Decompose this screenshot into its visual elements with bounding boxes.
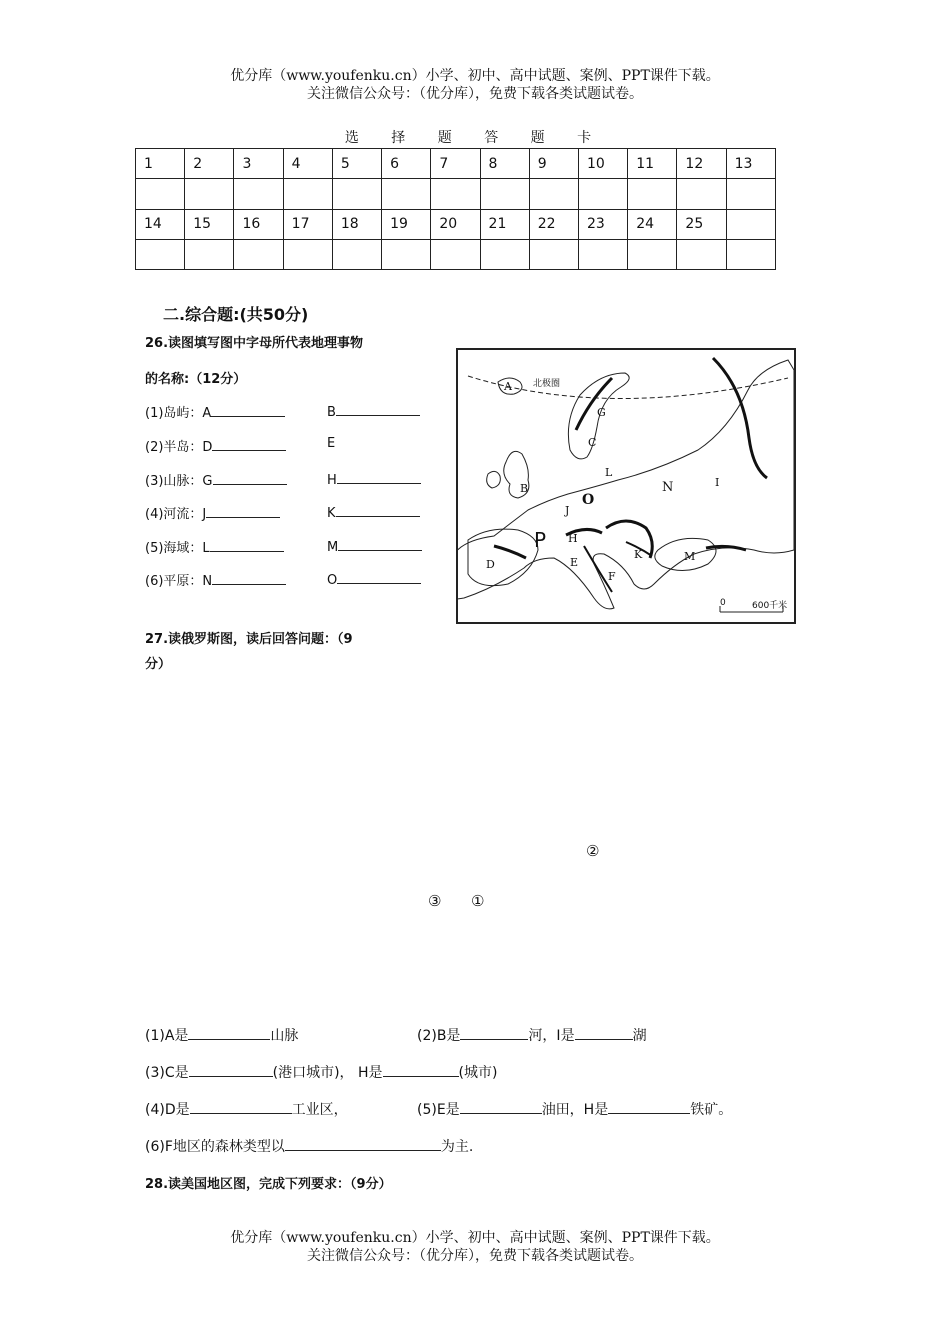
answer-blank[interactable] — [210, 538, 284, 552]
europe-map — [456, 348, 796, 624]
answer-cell[interactable] — [332, 179, 381, 209]
q27-text: 工业区， — [291, 1102, 348, 1118]
q27-text: 油田，H是 — [541, 1102, 609, 1118]
footer-line-2: 关注微信公众号：（优分库），免费下载各类试题试卷。 — [307, 1248, 643, 1264]
answer-number: 22 — [529, 209, 578, 239]
q27-text: 河，I是 — [528, 1028, 575, 1044]
q27-line-3b — [417, 1099, 732, 1119]
q27-text: (城市) — [458, 1065, 498, 1081]
answer-cell[interactable] — [726, 179, 775, 209]
map-label-d: D — [486, 558, 495, 571]
q26-item-1-right — [327, 402, 420, 420]
q27-line-4 — [145, 1136, 473, 1156]
q27-stem-line2: 分） — [145, 657, 172, 672]
q27-text: (6)F地区的森林类型以 — [145, 1139, 285, 1155]
answer-number: 6 — [382, 149, 431, 179]
q26-item-right-label: E — [327, 436, 336, 451]
answer-number: 12 — [677, 149, 726, 179]
q26-item-4-right — [327, 503, 420, 521]
arctic-circle-label: 北极圈 — [533, 379, 561, 389]
q27-line-3 — [145, 1099, 348, 1119]
map-label-o: O — [582, 492, 595, 508]
russia-marker-3: ③ — [428, 892, 442, 910]
answer-card-row-blank-2 — [136, 239, 776, 269]
answer-cell[interactable] — [628, 179, 677, 209]
q26-item-2-right — [327, 436, 335, 451]
answer-blank[interactable] — [212, 571, 286, 585]
answer-number: 15 — [185, 209, 234, 239]
answer-cell[interactable] — [480, 239, 529, 269]
answer-number: 19 — [382, 209, 431, 239]
map-label-g: G — [597, 406, 606, 419]
q26-item-right-label: B — [327, 405, 336, 420]
answer-cell[interactable] — [726, 239, 775, 269]
answer-number: 5 — [332, 149, 381, 179]
map-label-a: A — [504, 380, 512, 393]
answer-number: 25 — [677, 209, 726, 239]
map-label-f: F — [608, 570, 616, 583]
map-label-m: M — [684, 550, 696, 563]
answer-blank[interactable] — [460, 1026, 528, 1040]
answer-cell[interactable] — [185, 179, 234, 209]
answer-number: 7 — [431, 149, 480, 179]
map-label-b: B — [520, 482, 529, 495]
answer-number: 23 — [578, 209, 627, 239]
russia-marker-1: ① — [471, 892, 485, 910]
q26-item-label: (3)山脉：G — [145, 474, 213, 489]
answer-cell[interactable] — [332, 239, 381, 269]
answer-card-title: 选 择 题 答 题 卡 — [344, 130, 606, 146]
q27-text: 铁矿。 — [690, 1102, 733, 1118]
answer-card-table — [135, 148, 776, 270]
q26-item-5-right — [327, 537, 422, 555]
answer-number: 3 — [234, 149, 283, 179]
answer-blank[interactable] — [206, 504, 280, 518]
scale-zero: 0 — [720, 598, 726, 608]
iberia-outline — [468, 529, 538, 586]
q26-item-right-label: H — [327, 473, 337, 488]
answer-card-row-blank-1 — [136, 179, 776, 209]
answer-blank[interactable] — [336, 402, 420, 416]
answer-cell[interactable] — [136, 239, 185, 269]
q26-item-1 — [145, 402, 285, 421]
q26-item-3 — [145, 470, 287, 489]
answer-number: 17 — [283, 209, 332, 239]
apennines-mountains — [584, 546, 612, 592]
russia-marker-2: ② — [586, 842, 600, 860]
q26-item-label: (1)岛屿：A — [145, 406, 212, 421]
answer-number — [726, 209, 775, 239]
answer-blank[interactable] — [211, 403, 285, 417]
scandinavian-mountains — [576, 378, 612, 430]
answer-number: 18 — [332, 209, 381, 239]
answer-cell[interactable] — [431, 239, 480, 269]
map-label-n: N — [662, 480, 674, 495]
answer-cell[interactable] — [677, 239, 726, 269]
answer-cell[interactable] — [283, 179, 332, 209]
answer-cell[interactable] — [382, 179, 431, 209]
q26-item-2 — [145, 436, 286, 455]
answer-blank[interactable] — [337, 570, 421, 584]
q26-item-label: (2)半岛：D — [145, 440, 213, 455]
header-line-1: 优分库（www.youfenku.cn）小学、初中、高中试题、案例、PPT课件下载。 — [230, 68, 720, 84]
answer-number: 14 — [136, 209, 185, 239]
answer-number: 1 — [136, 149, 185, 179]
q26-item-right-label: O — [327, 573, 338, 588]
answer-number: 10 — [578, 149, 627, 179]
q27-text: (5)E是 — [417, 1102, 460, 1118]
answer-number: 24 — [628, 209, 677, 239]
section-title: 二.综合题:(共50分) — [163, 305, 309, 324]
answer-blank[interactable] — [460, 1100, 542, 1114]
answer-blank[interactable] — [338, 537, 422, 551]
answer-cell[interactable] — [283, 239, 332, 269]
q27-text: (1)A是 — [145, 1028, 189, 1044]
map-label-h: H — [568, 532, 578, 545]
answer-cell[interactable] — [136, 179, 185, 209]
q26-item-label: (6)平原：N — [145, 574, 213, 589]
answer-number: 4 — [283, 149, 332, 179]
answer-cell[interactable] — [185, 239, 234, 269]
q27-text: (3)C是 — [145, 1065, 189, 1081]
q26-stem-line1: 26.读图填写图中字母所代表地理事物 — [145, 336, 364, 351]
q26-item-label: (5)海域：L — [145, 541, 210, 556]
answer-cell[interactable] — [234, 179, 283, 209]
answer-number: 21 — [480, 209, 529, 239]
q27-line-1b — [417, 1025, 647, 1045]
answer-number: 16 — [234, 209, 283, 239]
q27-line-2 — [145, 1062, 497, 1082]
answer-blank[interactable] — [383, 1063, 459, 1077]
answer-cell[interactable] — [234, 239, 283, 269]
answer-number: 20 — [431, 209, 480, 239]
answer-blank[interactable] — [337, 470, 421, 484]
q27-stem-line1: 27.读俄罗斯图，读后回答问题：（9 — [145, 632, 353, 647]
answer-blank[interactable] — [213, 471, 287, 485]
answer-cell[interactable] — [529, 239, 578, 269]
q26-item-6-right — [327, 570, 421, 588]
q26-item-5 — [145, 537, 284, 556]
q26-item-4 — [145, 503, 280, 522]
q28-stem: 28.读美国地区图，完成下列要求：（9分） — [145, 1177, 392, 1192]
map-label-p: P — [534, 528, 547, 552]
answer-blank[interactable] — [575, 1026, 633, 1040]
q26-item-6 — [145, 570, 286, 589]
answer-cell[interactable] — [677, 179, 726, 209]
q27-text: (港口城市)， H是 — [272, 1065, 383, 1081]
pyrenees-mountains — [494, 546, 526, 558]
q27-text: (4)D是 — [145, 1102, 190, 1118]
footer-line-1: 优分库（www.youfenku.cn）小学、初中、高中试题、案例、PPT课件下载。 — [230, 1230, 720, 1246]
q27-text: 山脉 — [270, 1028, 299, 1044]
map-label-l: L — [605, 466, 613, 479]
answer-blank[interactable] — [336, 503, 420, 517]
answer-blank[interactable] — [285, 1137, 441, 1151]
answer-cell[interactable] — [578, 239, 627, 269]
answer-blank[interactable] — [189, 1063, 273, 1077]
answer-cell[interactable] — [628, 239, 677, 269]
scale-label: 600千米 — [752, 601, 788, 611]
answer-number: 8 — [480, 149, 529, 179]
q26-item-label: (4)河流：J — [145, 507, 207, 522]
answer-blank[interactable] — [188, 1026, 270, 1040]
answer-card-row-numbers-2 — [136, 209, 776, 239]
q27-text: 为主. — [440, 1139, 474, 1155]
answer-cell[interactable] — [529, 179, 578, 209]
q26-item-right-label: K — [327, 506, 336, 521]
q27-text: (2)B是 — [417, 1028, 461, 1044]
answer-number: 9 — [529, 149, 578, 179]
mainland-outline — [458, 360, 794, 609]
header-line-2: 关注微信公众号：（优分库），免费下载各类试题试卷。 — [307, 86, 643, 102]
q27-text: 湖 — [632, 1028, 647, 1044]
q27-line-1 — [145, 1025, 298, 1045]
map-label-j: J — [565, 504, 570, 517]
answer-cell[interactable] — [382, 239, 431, 269]
answer-cell[interactable] — [480, 179, 529, 209]
answer-number: 13 — [726, 149, 775, 179]
answer-cell[interactable] — [578, 179, 627, 209]
answer-number: 11 — [628, 149, 677, 179]
q26-item-right-label: M — [327, 540, 339, 555]
answer-blank[interactable] — [212, 437, 286, 451]
map-label-i: I — [715, 476, 720, 489]
answer-blank[interactable] — [190, 1100, 292, 1114]
answer-blank[interactable] — [608, 1100, 690, 1114]
map-label-k: K — [634, 548, 643, 561]
ireland-outline — [487, 471, 501, 488]
q26-item-3-right — [327, 470, 421, 488]
answer-cell[interactable] — [431, 179, 480, 209]
map-label-e: E — [570, 556, 579, 569]
answer-number: 2 — [185, 149, 234, 179]
q26-stem-line2: 的名称:（12分） — [145, 372, 247, 387]
answer-card-row-numbers-1 — [136, 149, 776, 179]
map-label-c: C — [588, 436, 597, 449]
